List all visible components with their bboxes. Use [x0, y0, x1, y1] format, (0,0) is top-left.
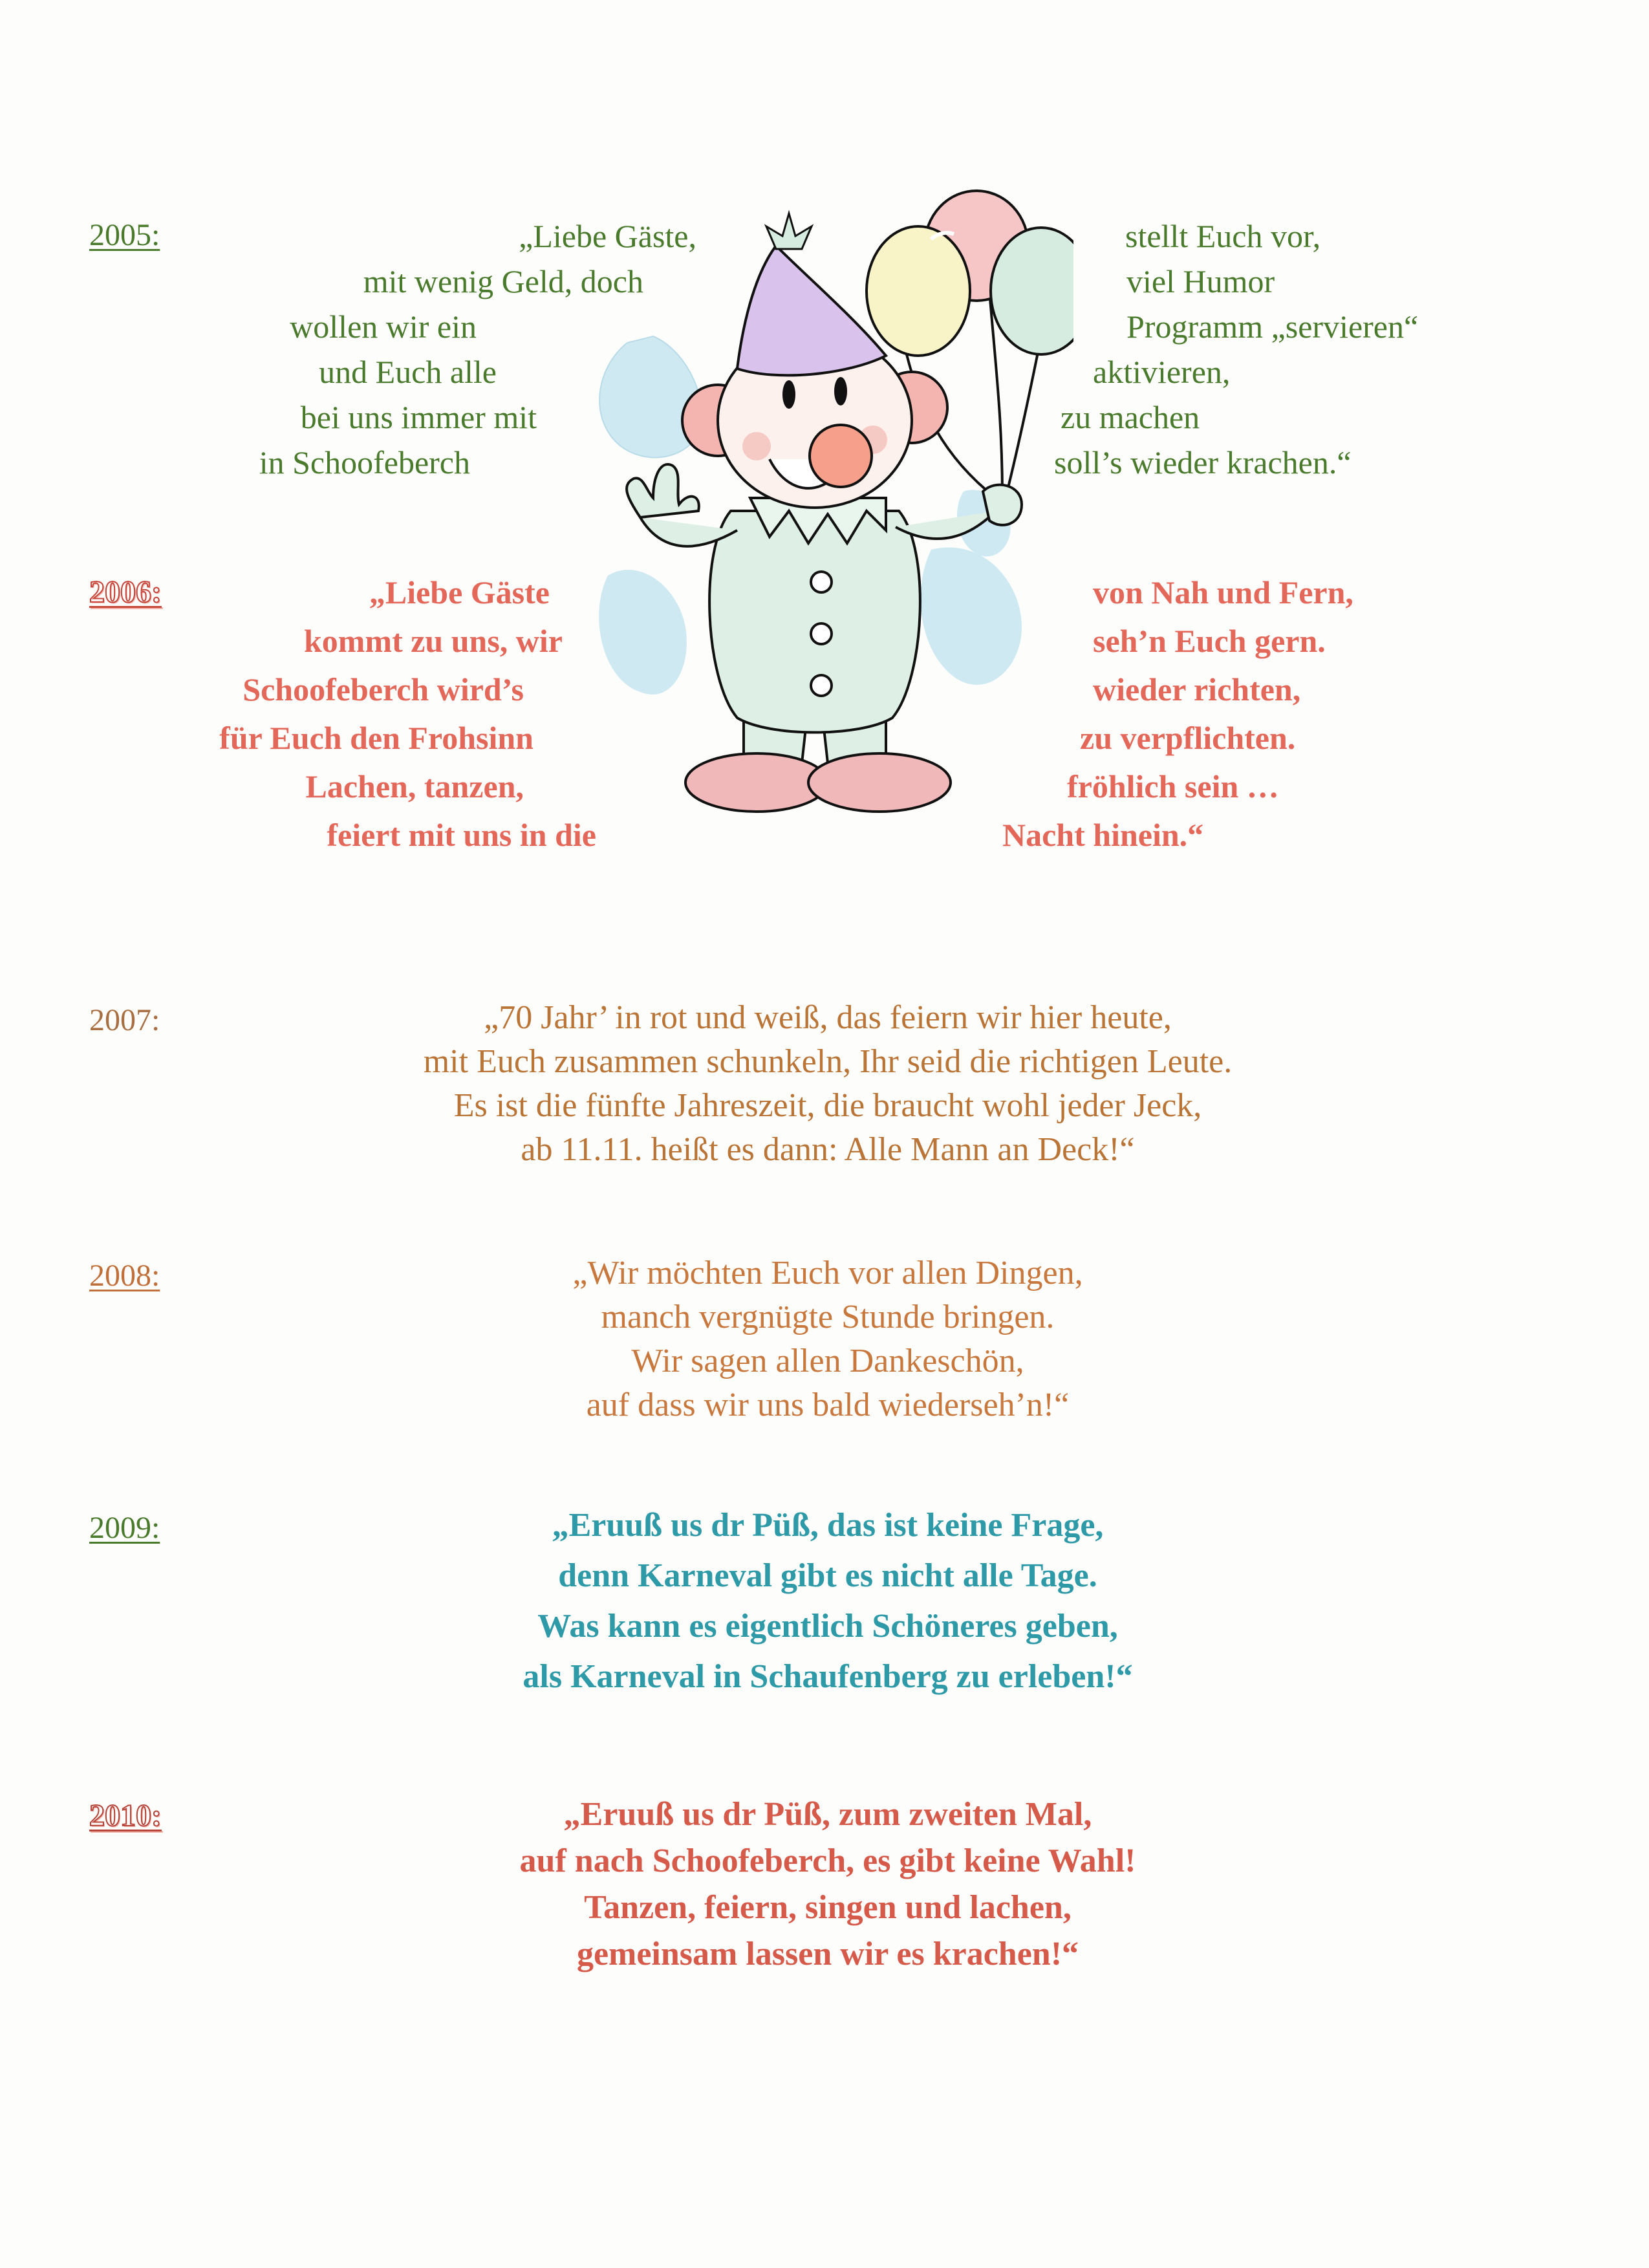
verse-line: wollen wir ein: [290, 308, 477, 345]
verse-line: denn Karneval gibt es nicht alle Tage.: [558, 1557, 1097, 1594]
verse-line: Nacht hinein.“: [1002, 817, 1204, 853]
verse-line: viel Humor: [1126, 263, 1275, 299]
verse-2007: [252, 996, 1403, 1172]
verse-line: wieder richten,: [1093, 671, 1301, 707]
verse-line: manch vergnügte Stunde bringen.: [601, 1299, 1055, 1335]
verse-2008: [252, 1251, 1403, 1427]
clown-with-balloons-icon: [550, 188, 1073, 847]
verse-line: Lachen, tanzen,: [305, 768, 524, 805]
verse-line: bei uns immer mit: [300, 399, 537, 435]
verse-line: Es ist die fünfte Jahreszeit, die braucht wohl jeder Jeck,: [453, 1087, 1202, 1124]
verse-2010: [252, 1791, 1403, 1978]
year-label-2005: 2005:: [89, 218, 160, 252]
verse-line: Wir sagen allen Dankeschön,: [631, 1343, 1024, 1379]
verse-line: „Eruuß us dr Püß, das ist keine Frage,: [552, 1507, 1104, 1544]
verse-line: stellt Euch vor,: [1125, 218, 1321, 254]
verse-line: als Karneval in Schaufenberg zu erleben!“: [523, 1658, 1133, 1695]
verse-line: aktivieren,: [1093, 354, 1231, 390]
verse-line: auf dass wir uns bald wiederseh’n!“: [586, 1387, 1070, 1423]
verse-line: zu verpflichten.: [1080, 720, 1296, 756]
verse-line: kommt zu uns, wir: [303, 623, 563, 659]
verse-line: soll’s wieder krachen.“: [1054, 444, 1352, 481]
verse-line: Schoofeberch wird’s: [242, 671, 524, 707]
verse-line: Programm „servieren“: [1126, 308, 1419, 345]
verse-line: von Nah und Fern,: [1093, 574, 1353, 610]
year-label-2008: 2008:: [89, 1258, 160, 1293]
verse-line: zu machen: [1061, 399, 1200, 435]
verse-line: Tanzen, feiern, singen und lachen,: [584, 1889, 1072, 1926]
verse-line: „70 Jahr’ in rot und weiß, das feiern wir hier heute,: [484, 999, 1172, 1036]
verse-line: Was kann es eigentlich Schöneres geben,: [537, 1608, 1118, 1645]
year-label-2007: 2007:: [89, 1003, 160, 1037]
verse-line: seh’n Euch gern.: [1093, 623, 1326, 659]
verse-line: „Liebe Gäste: [369, 574, 550, 610]
verse-line: mit Euch zusammen schunkeln, Ihr seid die richtigen Leute.: [423, 1043, 1233, 1080]
verse-line: für Euch den Frohsinn: [219, 720, 534, 756]
verse-2009: [252, 1500, 1403, 1702]
year-label-2010: 2010:: [89, 1798, 162, 1833]
verse-line: „Eruuß us dr Püß, zum zweiten Mal,: [563, 1796, 1092, 1833]
year-label-2009: 2009:: [89, 1511, 160, 1545]
verse-line: „Liebe Gäste,: [519, 218, 696, 254]
verse-line: ab 11.11. heißt es dann: Alle Mann an Deck!“: [521, 1131, 1135, 1168]
verse-line: „Wir möchten Euch vor allen Dingen,: [572, 1255, 1083, 1291]
verse-line: auf nach Schoofeberch, es gibt keine Wahl!: [519, 1842, 1136, 1879]
verse-line: und Euch alle: [319, 354, 497, 390]
verse-line: mit wenig Geld, doch: [363, 263, 643, 299]
verse-line: gemeinsam lassen wir es krachen!“: [576, 1936, 1079, 1972]
year-label-2006: 2006:: [89, 575, 162, 609]
verse-line: feiert mit uns in die: [327, 817, 596, 853]
verse-line: in Schoofeberch: [259, 444, 470, 481]
verse-line: fröhlich sein …: [1067, 768, 1279, 805]
